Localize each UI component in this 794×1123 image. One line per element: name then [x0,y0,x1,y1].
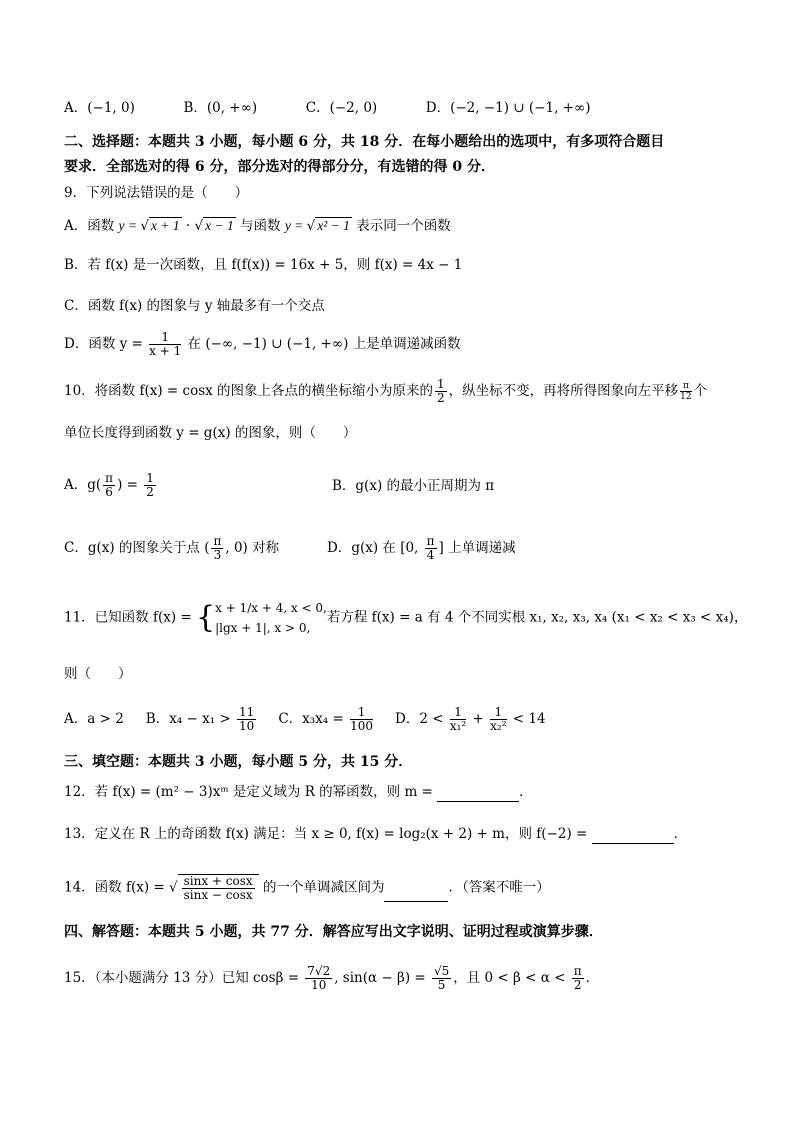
q15-mid: , sin(α − β) = [334,970,430,986]
q11d-frac-1 [450,706,466,733]
q14-den: sinx − cosx [183,888,253,902]
q14-num: sinx + cosx [183,874,253,888]
q9d-label: D．函数 y = [64,336,148,352]
q10-stem-c: 个 [693,383,708,399]
q10-option-a [64,472,158,499]
q11d-d1: x₁² [449,719,467,733]
q10-option-b: B．g(x) 的最小正周期为 π [332,478,495,494]
q15-n3: π [573,964,582,978]
q10d-tail: ] 上单调递减 [438,540,516,556]
q9d-num: 1 [149,331,181,345]
q9d-fraction [149,331,181,358]
q9a-mid: 与函数 [235,218,285,234]
q10c-num: π [213,534,222,548]
q10-shift-den: 12 [680,392,692,402]
q10c-frac [211,535,223,562]
q11c-den: 100 [350,719,374,733]
q11d-n1: 1 [450,706,466,720]
q10-stem-line-1 [64,378,707,405]
q15-d2: 5 [437,978,446,992]
q11b-num: 11 [239,705,255,719]
q10a-frac [103,472,115,499]
q14-mid: 的一个单调减区间为 [258,879,385,896]
q11-option-d [395,705,546,733]
q11d-plus: + [468,711,489,727]
q10-option-d [327,535,516,562]
q11-option-b [145,705,259,733]
q10c-den: 3 [213,548,222,562]
q10d-den: 4 [426,548,435,562]
q9a-root-3: x² − 1 [317,218,350,233]
q9-option-a: A．函数 y = √ x + 1 · √ x − 1 与函数 y = √ x² − 1 表示同一个函数 [64,218,451,234]
q9a-y: y = [118,218,141,233]
q10a-rnum: 1 [146,471,154,485]
q14-radical [178,874,259,902]
q11-brace: { [196,600,216,635]
q8-option-b: B．(0, +∞) [183,100,258,116]
q12 [64,782,533,802]
q15-pre: 15．（本小题满分 13 分）已知 cosβ = [64,970,304,986]
q14-frac [182,875,255,902]
q15-n1: 7√2 [307,964,331,978]
q10a-rfrac [144,472,156,499]
q11-option-c [278,705,375,733]
q11-pre: 11．已知函数 f(x) = [64,609,197,626]
q10-shift [680,381,691,402]
q10-shift-num: π [680,381,691,392]
q11b-den: 10 [239,719,255,733]
q15-frac-1 [305,965,332,992]
q10-option-c [64,535,279,562]
q11d-d2: x₂² [490,719,507,733]
q9a-tail: 表示同一个函数 [351,218,451,234]
q15-frac-2 [432,965,451,992]
q10a-num: π [105,471,114,485]
q10d-frac [425,535,437,562]
q8-option-c: C．(−2, 0) [305,100,378,116]
q14-answer-blank[interactable] [384,887,448,902]
q10-stem-a: 10．将函数 f(x) = cosx 的图象上各点的横坐标缩小为原来的 [64,383,434,399]
q10-half [435,378,447,405]
q9a-y2: y = [284,218,307,233]
q10-half-den: 2 [437,391,445,405]
q10-half-num: 1 [437,377,445,391]
q15-d1: 10 [311,978,327,992]
q11b-frac [237,706,256,733]
q10d-pre: D．g(x) 在 [0, [327,540,423,556]
q11-stem [64,598,747,638]
section-3-heading: 三、填空题：本题共 3 小题，每小题 5 分，共 15 分． [64,754,413,770]
q11b-pre: B．x₄ − x₁ > [145,711,236,727]
q9a-root-2: x − 1 [205,218,234,233]
q11d-frac-2 [490,706,506,733]
q15 [64,965,599,992]
q13-end: ． [673,826,688,842]
q11c-pre: C．x₃x₄ = [278,711,349,727]
q10c-pre: C．g(x) 的图象关于点 ( [64,540,210,556]
q11d-pre: D．2 < [395,711,448,727]
q8-options [64,98,590,118]
q12-pre: 12．若 f(x) = (m² − 3)xᵐ 是定义域为 R 的幂函数，则 m = [64,784,438,800]
q11-piece-1: x + 1/x + 4, x < 0, [215,601,327,615]
q13-answer-blank[interactable] [592,829,674,844]
q11d-tail: < 14 [508,711,546,727]
q9-option-b: B．若 f(x) 是一次函数，且 f(f(x)) = 16x + 5，则 f(x) = 4x − 1 [64,257,463,273]
q8-option-a: A．(−1, 0) [64,100,135,116]
q9d-den: x + 1 [149,344,182,358]
q15-end: ． [585,970,600,986]
q9d-tail: 在 (−∞, −1) ∪ (−1, +∞) 上是单调递减函数 [183,336,461,352]
q9a-label: A．函数 [64,218,119,234]
q11c-num: 1 [350,706,373,720]
q12-answer-blank[interactable] [437,787,519,802]
q12-end: ． [519,784,533,800]
q14-end: ．（答案不唯一） [448,879,550,896]
section-2-line-2: 要求．全部选对的得 6 分，部分选对的得部分分，有选错的得 0 分． [64,159,495,175]
q15-d3: 2 [573,978,582,992]
q11-tail: 若方程 f(x) = a 有 4 个不同实根 x₁, x₂, x₃, x₄ (x₁ < x₂ < x₃ < x₄)， [326,609,748,626]
q11d-n2: 1 [490,706,506,720]
q11-option-a: A．a > 2 [64,711,124,727]
q9a-root-1: x + 1 [151,218,180,233]
q10d-num: π [426,534,435,548]
q9-stem: 9．下列说法错误的是（ ） [64,185,249,201]
q10a-pre: A．g( [64,477,102,493]
section-2-line-1: 二、选择题：本题共 3 小题，每小题 6 分，共 18 分．在每小题给出的选项中，有多项符合题目 [64,134,665,150]
q11-options [64,706,546,733]
q15-mid2: ，且 0 < β < α < [453,970,570,986]
q10a-rden: 2 [146,485,154,499]
q13-pre: 13．定义在 R 上的奇函数 f(x) 满足：当 x ≥ 0, f(x) = log₂(x + 2) + m，则 f(−2) = [64,826,592,842]
q14-pre: 14．函数 f(x) = [64,879,170,896]
q15-frac-3 [572,965,584,992]
q13 [64,824,687,844]
q8-option-d: D．(−2, −1) ∪ (−1, +∞) [425,100,591,116]
section-4-heading: 四、解答题：本题共 5 小题，共 77 分．解答应写出文字说明、证明过程或演算步骤． [64,924,603,940]
q9-option-d [64,331,461,358]
q11c-frac [350,706,373,733]
q10a-den: 6 [105,485,113,499]
q9-option-c: C．函数 f(x) 的图象与 y 轴最多有一个交点 [64,298,325,314]
q10c-tail: , 0) 对称 [225,540,280,556]
q11-piece-2: |lgx + 1|, x > 0, [215,621,311,635]
q11-then: 则（ ） [64,666,132,682]
q10-stem-line-2: 单位长度得到函数 y = g(x) 的图象，则（ ） [64,425,357,441]
q11-piecewise [215,598,327,638]
q10-stem-b: ，纵坐标不变，再将所得图象向左平移 [448,383,679,399]
q10a-mid: ) = [117,477,143,493]
q9a-dot: · [181,218,195,234]
q15-n2: √5 [433,964,450,978]
q14: 14．函数 f(x) = √ $\frac{\sin x + \cos x}{\sin x - \cos x}$ 的一个单调减区间为 ．（答案不唯一） [64,874,550,902]
